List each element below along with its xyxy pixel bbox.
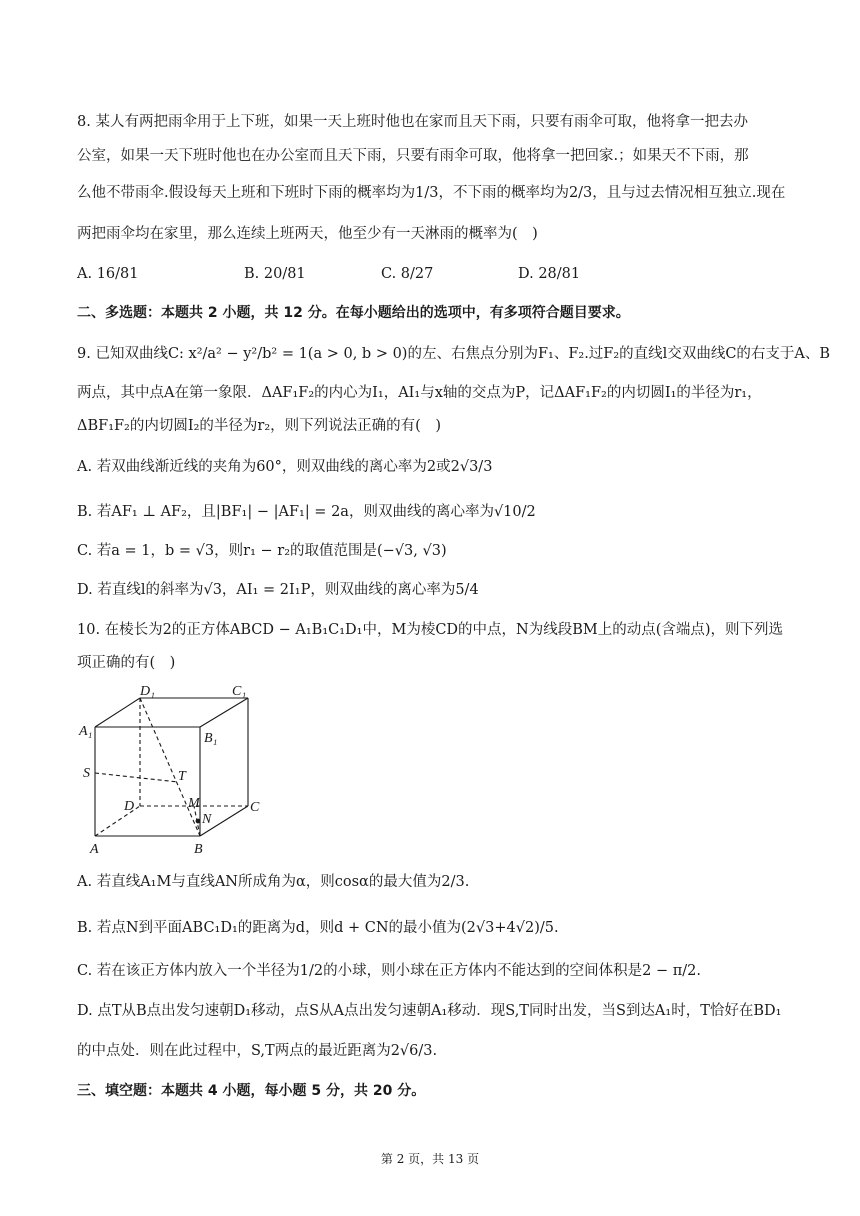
q8-line-2: 公室，如果一天下班时他也在办公室而且天下雨，只要有雨伞可取，他将拿一把回家.；如果天不下雨，那 xyxy=(77,148,749,164)
q9-line-3: ΔBF₁F₂的内切圆I₂的半径为r₂，则下列说法正确的有( ) xyxy=(77,418,441,434)
q8-option-a: A. 16/81 xyxy=(77,266,139,282)
label-a: A xyxy=(90,842,99,857)
label-b: B xyxy=(194,842,203,857)
q9-option-a: A. 若双曲线渐近线的夹角为60°，则双曲线的离心率为2或2√3/3 xyxy=(77,459,493,475)
label-s: S xyxy=(83,766,90,781)
q10-option-c: C. 若在该正方体内放入一个半径为1/2的小球，则小球在正方体内不能达到的空间体积是2 − π/2. xyxy=(77,963,701,979)
q9-option-b: B. 若AF₁ ⊥ AF₂，且|BF₁| − |AF₁| = 2a，则双曲线的离心率为√10/2 xyxy=(77,504,536,520)
q10-line-1: 10. 在棱长为2的正方体ABCD − A₁B₁C₁D₁中，M为棱CD的中点，N为线段BM上的动点(含端点)，则下列选 xyxy=(77,622,784,638)
label-n: N xyxy=(202,812,212,827)
label-c1: C₁ xyxy=(232,684,247,699)
q10-option-d-line-2: 的中点处．则在此过程中，S,T两点的最近距离为2√6/3. xyxy=(77,1043,438,1059)
q8-option-d: D. 28/81 xyxy=(518,266,581,282)
q8-option-c: C. 8/27 xyxy=(381,266,434,282)
label-c: C xyxy=(250,800,260,815)
label-t: T xyxy=(178,769,186,784)
q10-line-2: 项正确的有( ) xyxy=(77,655,176,671)
q8-option-b: B. 20/81 xyxy=(244,266,306,282)
label-d: D xyxy=(124,799,135,814)
q9-option-d: D. 若直线l的斜率为√3，AI₁ = 2I₁P，则双曲线的离心率为5/4 xyxy=(77,582,479,598)
q8-line-1: 8. 某人有两把雨伞用于上下班，如果一天上班时他也在家而且天下雨，只要有雨伞可取，他将拿一把去办 xyxy=(77,114,748,130)
q10-option-a: A. 若直线A₁M与直线AN所成角为α，则cosα的最大值为2/3. xyxy=(77,874,470,890)
page-footer: 第 2 页，共 13 页 xyxy=(380,1152,480,1166)
label-m: M xyxy=(188,796,200,811)
q8-line-4: 两把雨伞均在家里，那么连续上班两天，他至少有一天淋雨的概率为( ) xyxy=(77,226,538,242)
q8-line-3: 么他不带雨伞.假设每天上班和下班时下雨的概率均为1/3，不下雨的概率均为2/3，且与过去情况相互独立.现在 xyxy=(77,185,786,201)
q9-line-1: 9. 已知双曲线C: x²/a² − y²/b² = 1(a > 0, b > 0)的左、右焦点分别为F₁、F₂.过F₂的直线l交双曲线C的右支于A、B xyxy=(77,346,831,362)
section-2-heading: 二、多选题：本题共 2 小题，共 12 分。在每小题给出的选项中，有多项符合题目要求。 xyxy=(77,305,630,321)
q9-line-2: 两点，其中点A在第一象限．ΔAF₁F₂的内心为I₁，AI₁与x轴的交点为P，记ΔAF₁F₂的内切圆I₁的半径为r₁， xyxy=(77,385,762,401)
cube-figure xyxy=(78,680,278,860)
q9-option-c: C. 若a = 1，b = √3，则r₁ − r₂的取值范围是(−√3, √3) xyxy=(77,543,447,559)
label-d1: D₁ xyxy=(140,684,155,699)
label-b1: B₁ xyxy=(204,731,218,746)
section-3-heading: 三、填空题：本题共 4 小题，每小题 5 分，共 20 分。 xyxy=(77,1083,426,1099)
q10-option-d-line-1: D. 点T从B点出发匀速朝D₁移动，点S从A点出发匀速朝A₁移动．现S,T同时出发，当S到达A₁时，T恰好在BD₁ xyxy=(77,1003,782,1019)
label-a1: A₁ xyxy=(79,724,93,739)
q10-option-b: B. 若点N到平面ABC₁D₁的距离为d，则d + CN的最小值为(2√3+4√2)/5. xyxy=(77,920,559,936)
